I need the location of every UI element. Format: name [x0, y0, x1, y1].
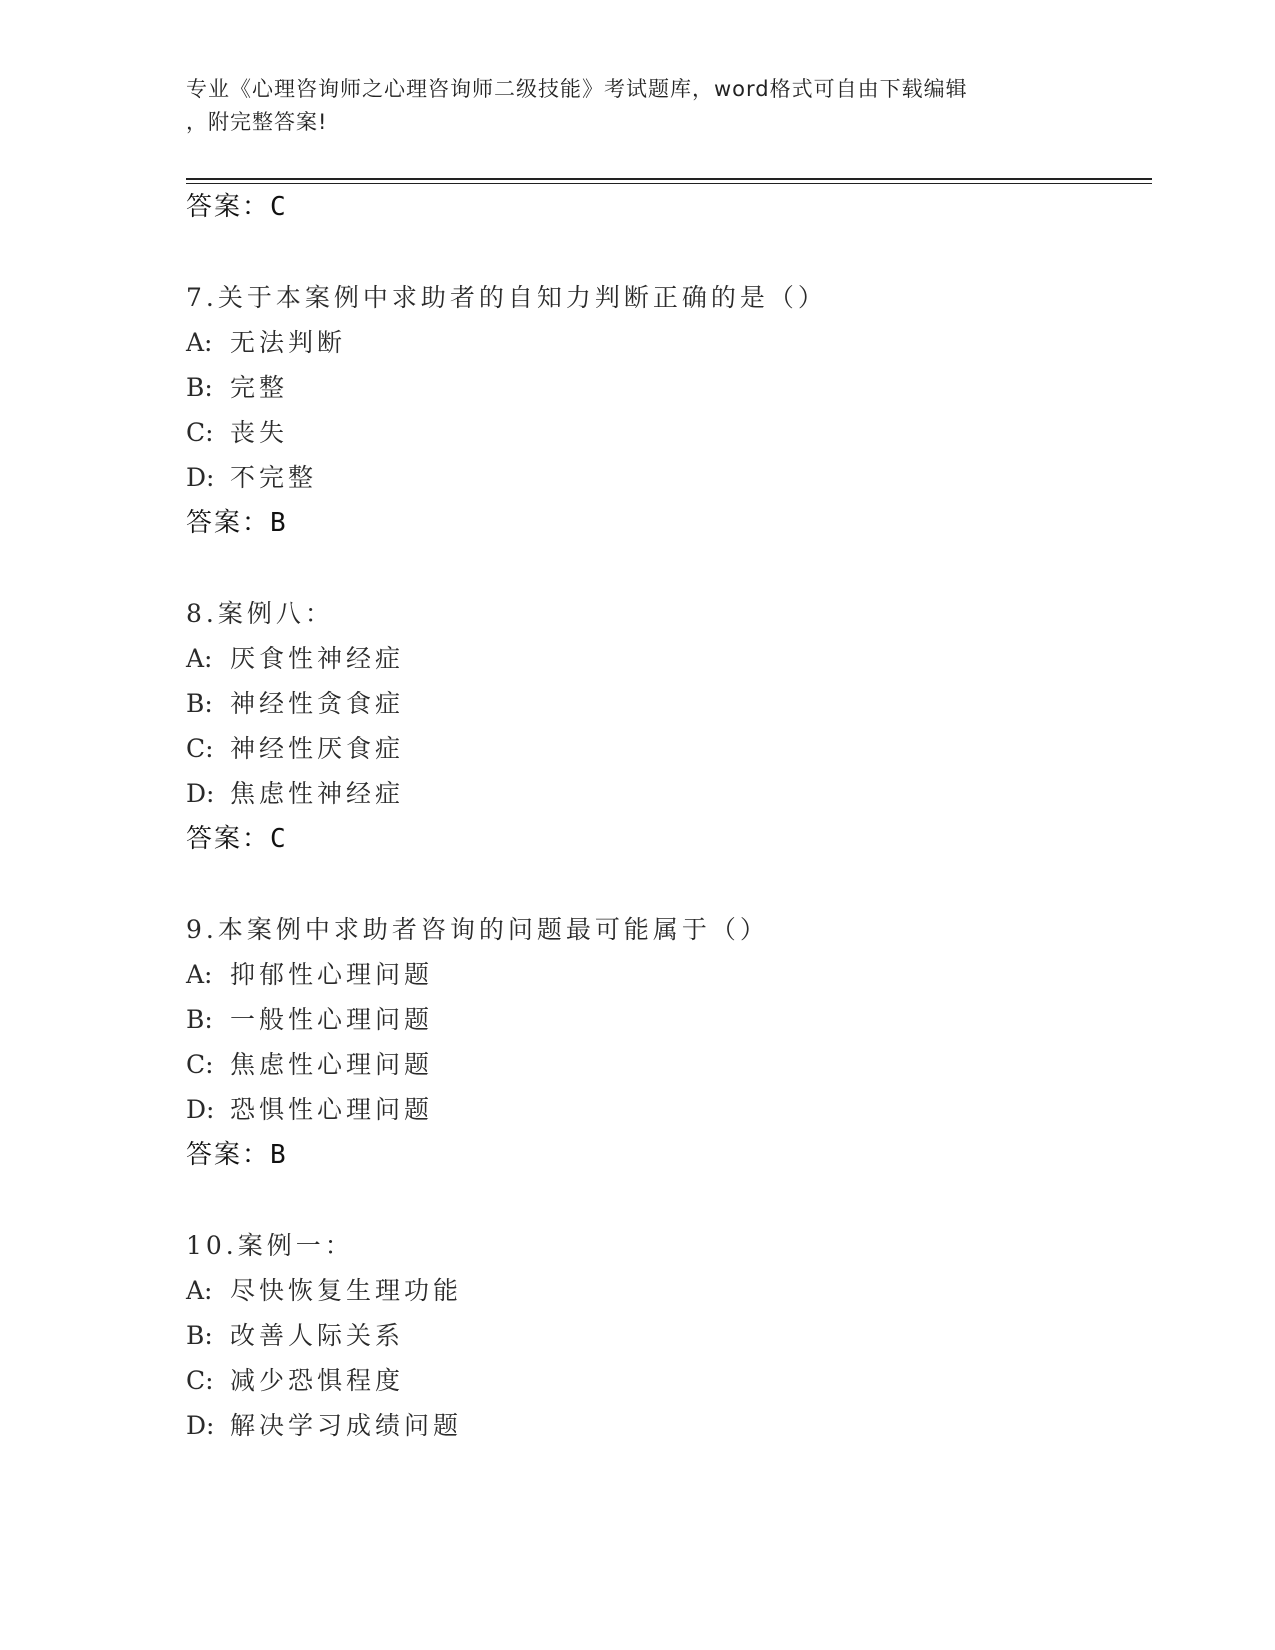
option-text: 神经性厌食症 — [230, 734, 405, 763]
option-text: 无法判断 — [230, 328, 347, 357]
option-c — [186, 1050, 433, 1080]
option-text: 减少恐惧程度 — [230, 1366, 405, 1395]
option-letter: A: — [186, 644, 213, 673]
option-a — [186, 1276, 462, 1306]
answer-value: C — [270, 192, 286, 222]
option-text: 厌食性神经症 — [230, 644, 405, 673]
header-divider-thick — [186, 178, 1152, 180]
option-letter: C: — [186, 1366, 214, 1395]
option-letter: D: — [186, 779, 215, 808]
question-title: 8.案例八： — [186, 599, 334, 628]
option-letter: C: — [186, 734, 214, 763]
option-c — [186, 734, 404, 764]
answer-label: 答案： — [186, 192, 271, 222]
option-a — [186, 328, 346, 358]
option-text: 不完整 — [230, 463, 318, 492]
answer-value: C — [270, 824, 286, 854]
answer-label: 答案： — [186, 508, 271, 538]
option-b — [186, 1005, 433, 1035]
option-letter: B: — [186, 1321, 213, 1350]
answer-line — [186, 192, 286, 222]
option-a — [186, 644, 404, 674]
option-letter: A: — [186, 328, 213, 357]
option-letter: D: — [186, 1095, 215, 1124]
header-divider-thin — [186, 183, 1152, 184]
option-text: 焦虑性心理问题 — [230, 1050, 434, 1079]
option-d — [186, 1411, 462, 1441]
option-letter: C: — [186, 418, 214, 447]
option-text: 尽快恢复生理功能 — [230, 1276, 463, 1305]
option-letter: C: — [186, 1050, 214, 1079]
option-a — [186, 960, 433, 990]
option-d — [186, 1095, 433, 1125]
option-letter: B: — [186, 1005, 213, 1034]
header-line-2: ，附完整答案! — [186, 110, 328, 134]
option-text: 神经性贪食症 — [230, 689, 405, 718]
option-text: 焦虑性神经症 — [230, 779, 405, 808]
option-text: 抑郁性心理问题 — [230, 960, 434, 989]
option-letter: A: — [186, 1276, 213, 1305]
option-letter: D: — [186, 1411, 215, 1440]
option-text: 恐惧性心理问题 — [230, 1095, 434, 1124]
option-letter: D: — [186, 463, 215, 492]
option-text: 丧失 — [230, 418, 289, 447]
option-b — [186, 1321, 404, 1351]
answer-line — [186, 508, 286, 538]
answer-label: 答案： — [186, 824, 271, 854]
answer-label: 答案： — [186, 1140, 271, 1170]
option-c — [186, 418, 288, 448]
option-b — [186, 373, 288, 403]
option-d — [186, 779, 404, 809]
question-title: 7.关于本案例中求助者的自知力判断正确的是（） — [186, 283, 827, 312]
option-letter: B: — [186, 689, 213, 718]
answer-line — [186, 824, 286, 854]
answer-value: B — [270, 1140, 286, 1170]
answer-value: B — [270, 508, 286, 538]
header-line-1: 专业《心理咨询师之心理咨询师二级技能》考试题库，word格式可自由下载编辑 — [186, 77, 968, 101]
question-title: 9.本案例中求助者咨询的问题最可能属于（） — [186, 915, 769, 944]
option-text: 改善人际关系 — [230, 1321, 405, 1350]
option-b — [186, 689, 404, 719]
option-letter: A: — [186, 960, 213, 989]
question-title: 10.案例一： — [186, 1231, 354, 1260]
option-letter: B: — [186, 373, 213, 402]
option-text: 一般性心理问题 — [230, 1005, 434, 1034]
answer-line — [186, 1140, 286, 1170]
option-d — [186, 463, 317, 493]
option-text: 完整 — [230, 373, 289, 402]
option-c — [186, 1366, 404, 1396]
option-text: 解决学习成绩问题 — [230, 1411, 463, 1440]
document-header — [186, 73, 1086, 139]
